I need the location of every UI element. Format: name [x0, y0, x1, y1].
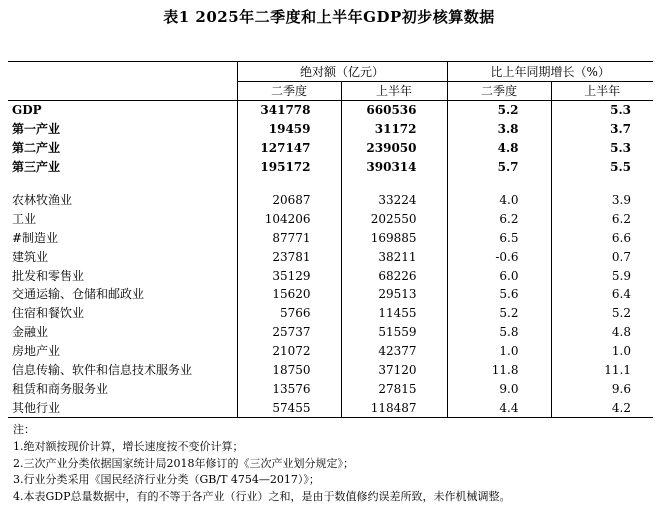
row-label: 建筑业	[12, 249, 49, 264]
cell-q2: 57455	[237, 398, 341, 417]
table-row	[8, 361, 653, 380]
cell-q2: 104206	[237, 209, 341, 228]
cell-h1-growth: 1.0	[551, 342, 653, 361]
cell-q2-growth: 4.0	[447, 191, 551, 210]
header-growth-group: 比上年同期增长（%）	[447, 62, 653, 82]
header-q2-growth: 二季度	[447, 82, 551, 101]
table-row	[8, 398, 653, 417]
cell-q2: 87771	[237, 228, 341, 247]
cell-q2: 13576	[237, 379, 341, 398]
cell-h1: 42377	[341, 342, 447, 361]
cell-q2-growth: -0.6	[447, 247, 551, 266]
table-row	[8, 158, 653, 177]
row-label: 租赁和商务服务业	[12, 381, 109, 396]
cell-q2: 127147	[237, 139, 341, 158]
row-label: 其他行业	[8, 398, 237, 417]
header-q2: 二季度	[237, 82, 341, 101]
cell-q2-growth: 4.8	[447, 139, 551, 158]
note-item: 1.绝对额按现价计算，增长速度按不变价计算；	[13, 439, 244, 453]
cell-q2: 341778	[237, 101, 341, 120]
cell-h1-growth: 5.3	[551, 139, 653, 158]
cell-q2: 18750	[237, 361, 341, 380]
cell-q2-growth: 5.8	[447, 323, 551, 342]
cell-h1: 33224	[341, 191, 447, 210]
cell-q2: 20687	[237, 191, 341, 210]
note-item: 3.行业分类采用《国民经济行业分类（GB/T 4754—2017）》；	[13, 473, 320, 487]
cell-h1: 68226	[341, 266, 447, 285]
row-label: 批发和零售业	[12, 268, 85, 283]
cell-q2-growth: 5.2	[447, 101, 551, 120]
table-row	[8, 120, 653, 139]
cell-q2: 15620	[237, 285, 341, 304]
cell-h1: 169885	[341, 228, 447, 247]
cell-h1-growth: 3.9	[551, 191, 653, 210]
cell-q2: 5766	[237, 304, 341, 323]
cell-q2: 21072	[237, 342, 341, 361]
cell-h1-growth: 5.3	[551, 101, 653, 120]
cell-q2-growth: 9.0	[447, 379, 551, 398]
cell-q2: 23781	[237, 247, 341, 266]
cell-h1: 660536	[341, 101, 447, 120]
table-row	[8, 139, 653, 158]
cell-q2-growth: 6.0	[447, 266, 551, 285]
row-label: 交通运输、仓储和邮政业	[12, 287, 145, 302]
cell-h1-growth: 5.2	[551, 304, 653, 323]
cell-h1: 31172	[341, 120, 447, 139]
cell-q2: 19459	[237, 120, 341, 139]
header-h1: 上半年	[341, 82, 447, 101]
table-row	[8, 228, 653, 247]
table-row	[8, 209, 653, 228]
table-row	[8, 304, 653, 323]
note-item: 2.三次产业分类依据国家统计局2018年修订的《三次产业划分规定》；	[13, 456, 354, 470]
notes-heading: 注：	[13, 423, 35, 436]
cell-q2: 195172	[237, 158, 341, 177]
row-label: 金融业	[12, 325, 49, 340]
table-row	[8, 266, 653, 285]
cell-h1-growth: 6.4	[551, 285, 653, 304]
cell-h1-growth: 3.7	[551, 120, 653, 139]
row-label: 第一产业	[12, 122, 61, 137]
cell-h1-growth: 0.7	[551, 247, 653, 266]
cell-q2-growth: 5.2	[447, 304, 551, 323]
cell-q2-growth: 11.8	[447, 361, 551, 380]
header-blank	[8, 62, 237, 82]
row-label: 住宿和餐饮业	[12, 306, 85, 321]
cell-h1-growth: 6.6	[551, 228, 653, 247]
header-row-periods	[8, 82, 653, 101]
table-row	[8, 285, 653, 304]
cell-q2-growth: 3.8	[447, 120, 551, 139]
cell-h1: 29513	[341, 285, 447, 304]
row-label: 第三产业	[12, 160, 61, 175]
row-label: 工业	[12, 211, 37, 226]
cell-h1-growth: 11.1	[551, 361, 653, 380]
header-row-groups	[8, 62, 653, 82]
cell-h1-growth: 5.5	[551, 158, 653, 177]
note-item: 4.本表GDP总量数据中，有的不等于各产业（行业）之和，是由于数值修约误差所致，未作机械调整。	[13, 490, 511, 504]
gdp-table	[8, 61, 653, 418]
table-row	[8, 101, 653, 120]
table-row	[8, 379, 653, 398]
table-row	[8, 191, 653, 210]
cell-q2-growth: 5.6	[447, 285, 551, 304]
cell-h1: 27815	[341, 379, 447, 398]
cell-q2-growth: 6.5	[447, 228, 551, 247]
row-label: #制造业	[12, 230, 59, 245]
table-row	[8, 342, 653, 361]
cell-h1-growth: 4.2	[551, 398, 653, 417]
cell-h1: 202550	[341, 209, 447, 228]
cell-h1: 118487	[341, 398, 447, 417]
row-label: GDP	[12, 103, 42, 118]
table-title: 表1 2025年二季度和上半年GDP初步核算数据	[163, 8, 495, 26]
cell-h1: 51559	[341, 323, 447, 342]
row-label: 信息传输、软件和信息技术服务业	[12, 363, 193, 378]
cell-h1-growth: 5.9	[551, 266, 653, 285]
cell-h1-growth: 4.8	[551, 323, 653, 342]
cell-q2: 35129	[237, 266, 341, 285]
cell-q2-growth: 1.0	[447, 342, 551, 361]
header-h1-growth: 上半年	[551, 82, 653, 101]
cell-h1-growth: 6.2	[551, 209, 653, 228]
cell-h1: 37120	[341, 361, 447, 380]
cell-h1-growth: 9.6	[551, 379, 653, 398]
cell-h1: 11455	[341, 304, 447, 323]
cell-h1: 239050	[341, 139, 447, 158]
cell-q2-growth: 4.4	[447, 398, 551, 417]
header-absolute-group: 绝对额（亿元）	[237, 62, 447, 82]
cell-q2: 25737	[237, 323, 341, 342]
table-row	[8, 247, 653, 266]
row-label: 房地产业	[12, 344, 61, 359]
row-label: 第二产业	[12, 141, 61, 156]
cell-h1: 38211	[341, 247, 447, 266]
cell-h1: 390314	[341, 158, 447, 177]
table-notes	[13, 422, 511, 506]
table-row	[8, 323, 653, 342]
cell-q2-growth: 5.7	[447, 158, 551, 177]
header-blank	[8, 82, 237, 101]
row-label: 农林牧渔业	[12, 193, 73, 207]
spacer-row	[8, 177, 653, 191]
cell-q2-growth: 6.2	[447, 209, 551, 228]
